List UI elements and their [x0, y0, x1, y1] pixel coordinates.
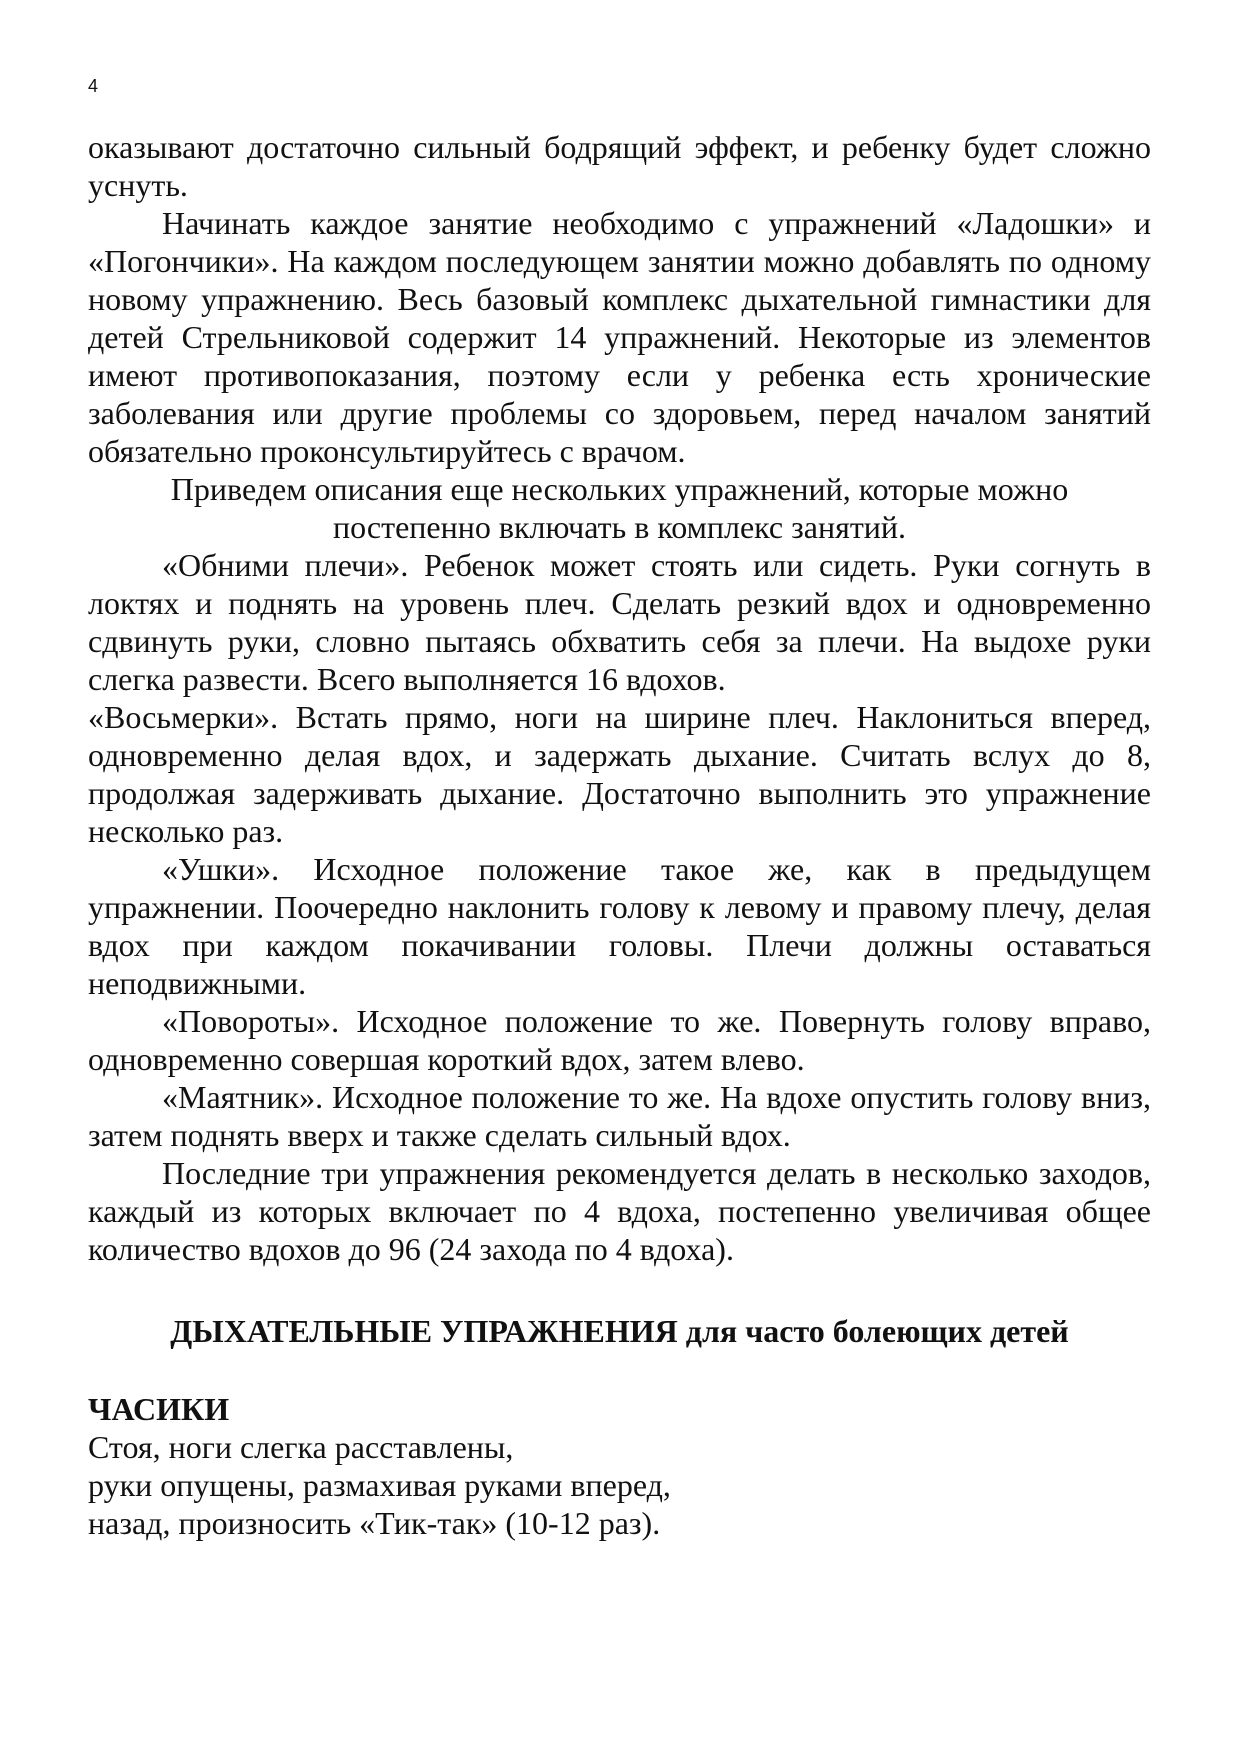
- intro-line-2: постепенно включать в комплекс занятий.: [332, 509, 907, 545]
- document-body: [88, 128, 1151, 1542]
- intro-line-1: Приведем описания еще нескольких упражнений, которые можно: [170, 471, 1069, 507]
- paragraph-pendulum: «Маятник». Исходное положение то же. На вдохе опустить голову вниз, затем поднять вверх и также сделать сильный вдох.: [88, 1079, 1151, 1153]
- paragraph-continuation: оказывают достаточно сильный бодрящий эффект, и ребенку будет сложно уснуть.: [88, 129, 1151, 203]
- page-number: 4: [88, 76, 99, 96]
- exercise-line-1: Стоя, ноги слегка расставлены,: [88, 1429, 514, 1465]
- paragraph-last-three: Последние три упражнения рекомендуется делать в несколько заходов, каждый из которых включает по 4 вдоха, постепенно увеличивая общее количество вдохов до 96 (24 захода по 4 вдоха).: [88, 1155, 1151, 1267]
- paragraph-eights: «Восьмерки». Встать прямо, ноги на ширине плеч. Наклониться вперед, одновременно делая вдох, и задержать дыхание. Считать вслух до 8, продолжая задерживать дыхание. Достаточно выполнить это упражнение несколько раз.: [88, 699, 1151, 849]
- paragraph-start-lessons: Начинать каждое занятие необходимо с упражнений «Ладошки» и «Погончики». На каждом последующем занятии можно добавлять по одному новому упражнению. Весь базовый комплекс дыхательной гимнастики для детей Стрельниковой содержит 14 упражнений. Некоторые из элементов имеют противопоказания, поэтому если у ребенка есть хронические заболевания или другие проблемы со здоровьем, перед началом занятий обязательно проконсультируйтесь с врачом.: [88, 205, 1151, 469]
- paragraph-turns: «Повороты». Исходное положение то же. Повернуть голову вправо, одновременно совершая короткий вдох, затем влево.: [88, 1003, 1151, 1077]
- paragraph-ears: «Ушки». Исходное положение такое же, как в предыдущем упражнении. Поочередно наклонить голову к левому и правому плечу, делая вдох при каждом покачивании головы. Плечи должны оставаться неподвижными.: [88, 851, 1151, 1001]
- paragraph-hug-shoulders: «Обними плечи». Ребенок может стоять или сидеть. Руки согнуть в локтях и поднять на уровень плеч. Сделать резкий вдох и одновременно сдвинуть руки, словно пытаясь обхватить себя за плечи. На выдохе руки слегка развести. Всего выполняется 16 вдохов.: [88, 547, 1151, 697]
- exercise-line-3: назад, произносить «Тик-так» (10-12 раз).: [88, 1505, 661, 1541]
- section-heading: ДЫХАТЕЛЬНЫЕ УПРАЖНЕНИЯ для часто болеющих детей: [170, 1313, 1069, 1349]
- exercise-title: ЧАСИКИ: [88, 1391, 230, 1427]
- exercise-line-2: руки опущены, размахивая руками вперед,: [88, 1467, 671, 1503]
